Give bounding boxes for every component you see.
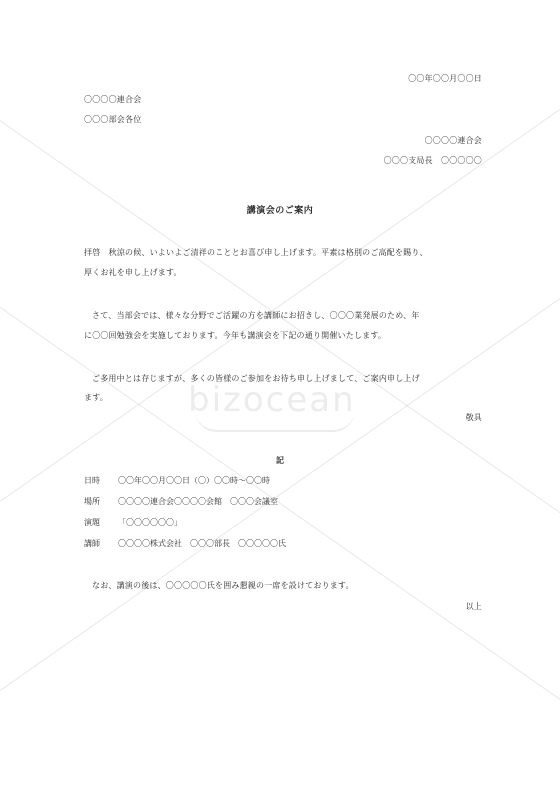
detail-row-speaker bbox=[84, 538, 286, 549]
detail-value: 〇〇〇〇連合会〇〇〇〇会館 〇〇〇会議室 bbox=[118, 497, 278, 506]
recipient-line-1: 〇〇〇〇連合会 bbox=[84, 95, 142, 104]
body-p1-line2: 厚くお礼を申し上げます。 bbox=[84, 268, 182, 277]
detail-row-venue bbox=[84, 496, 278, 507]
note-text: なお、講演の後は、〇〇〇〇〇氏を囲み懇親の一席を設けております。 bbox=[92, 581, 354, 590]
recipient-line-2: 〇〇〇部会各位 bbox=[84, 115, 142, 124]
closing-keigu: 敬具 bbox=[465, 413, 482, 422]
body-p1-line1: 拝啓 秋涼の候、いよいよご清祥のこととお喜び申し上げます。平素は格別のご高配を賜り、 bbox=[84, 248, 428, 257]
sender-org: 〇〇〇〇連合会 bbox=[424, 136, 482, 145]
body-p3-line1: ご多用中とは存じますが、多くの皆様のご参加をお待ち申し上げまして、ご案内申し上げ bbox=[92, 374, 420, 383]
watermark-line bbox=[0, 120, 560, 534]
detail-label: 講師 bbox=[84, 539, 100, 548]
ki-heading: 記 bbox=[276, 455, 284, 465]
detail-label: 場所 bbox=[84, 497, 100, 506]
body-p3-line2: ます。 bbox=[84, 393, 108, 402]
detail-value: 〇〇年〇〇月〇〇日（〇）〇〇時～〇〇時 bbox=[118, 476, 270, 485]
detail-value: 「〇〇〇〇〇〇」 bbox=[118, 518, 182, 527]
detail-label: 演題 bbox=[84, 518, 100, 527]
watermark-arc bbox=[195, 410, 355, 432]
closing-ijou: 以上 bbox=[465, 602, 482, 611]
sender-person: 〇〇〇支局長 〇〇〇〇〇 bbox=[383, 156, 482, 165]
document-date: 〇〇年〇〇月〇〇日 bbox=[408, 74, 482, 83]
watermark-text: bizocean bbox=[188, 380, 356, 420]
document-title: 講演会のご案内 bbox=[246, 206, 314, 216]
detail-row-topic bbox=[84, 517, 182, 528]
detail-label: 日時 bbox=[84, 476, 100, 485]
detail-value: 〇〇〇〇株式会社 〇〇〇部長 〇〇〇〇〇氏 bbox=[118, 539, 286, 548]
detail-row-datetime bbox=[84, 475, 270, 486]
body-p2-line2: に〇〇回勉強会を実施しております。今年も講演会を下記の通り開催いたします。 bbox=[84, 331, 387, 340]
body-p2-line1: さて、当部会では、様々な分野でご活躍の方を講師にお招きし、〇〇〇業発展のため、年 bbox=[92, 311, 420, 320]
